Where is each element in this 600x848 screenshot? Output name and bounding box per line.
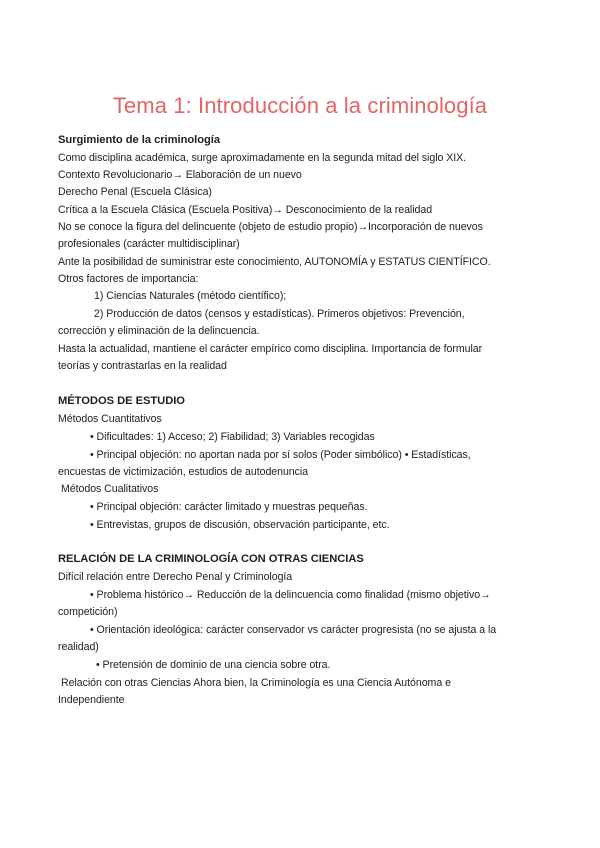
text-line: competición) (58, 606, 118, 618)
section-heading-metodos: MÉTODOS DE ESTUDIO (58, 395, 185, 407)
text-line: teorías y contrastarlas en la realidad (58, 360, 227, 372)
numbered-item: 2) Producción de datos (censos y estadísticas). Primeros objetivos: Prevención, (94, 308, 465, 320)
bullet-item: • Entrevistas, grupos de discusión, observación participante, etc. (90, 519, 390, 531)
text-line: encuestas de victimización, estudios de autodenuncia (58, 466, 309, 478)
text-line: Difícil relación entre Derecho Penal y Criminología (58, 571, 293, 583)
text-line: corrección y eliminación de la delincuencia. (58, 325, 260, 337)
bullet-item: • Principal objeción: no aportan nada por sí solos (Poder simbólico) • Estadísticas, (90, 449, 471, 461)
text-line: Métodos Cualitativos (61, 483, 159, 495)
text-line: Contexto Revolucionario→ Elaboración de un nuevo (58, 169, 302, 181)
section-heading-relacion: RELACIÓN DE LA CRIMINOLOGÍA CON OTRAS CIENCIAS (58, 553, 364, 565)
page-title: Tema 1: Introducción a la criminología (112, 93, 488, 118)
numbered-item: 1) Ciencias Naturales (método científico); (94, 290, 287, 302)
bullet-item: • Problema histórico→ Reducción de la delincuencia como finalidad (mismo objetivo→ (90, 589, 491, 601)
text-line: No se conoce la figura del delincuente (objeto de estudio propio)→Incorporación de nuevos (58, 221, 483, 233)
bullet-item: • Orientación ideológica: carácter conservador vs carácter progresista (no se ajusta a la (90, 624, 497, 636)
text-line: Independiente (58, 694, 125, 706)
text-line: Crítica a la Escuela Clásica (Escuela Positiva)→ Desconocimiento de la realidad (58, 204, 433, 216)
text-line: Otros factores de importancia: (58, 273, 199, 285)
text-line: realidad) (58, 641, 99, 653)
text-line: Hasta la actualidad, mantiene el carácter empírico como disciplina. Importancia de formular (58, 343, 483, 355)
text-line: profesionales (carácter multidisciplinar) (58, 238, 240, 250)
bullet-item: • Pretensión de dominio de una ciencia sobre otra. (96, 659, 331, 671)
bullet-item: • Dificultades: 1) Acceso; 2) Fiabilidad; 3) Variables recogidas (90, 431, 375, 443)
text-line: Derecho Penal (Escuela Clásica) (58, 186, 212, 198)
bullet-item: • Principal objeción: carácter limitado y muestras pequeñas. (90, 501, 368, 513)
text-line: Como disciplina académica, surge aproximadamente en la segunda mitad del siglo XIX. (58, 152, 467, 164)
text-line: Métodos Cuantitativos (58, 413, 162, 425)
text-line: Relación con otras Ciencias Ahora bien, la Criminología es una Ciencia Autónoma e (61, 677, 451, 689)
section-heading-surgimiento: Surgimiento de la criminología (58, 134, 220, 146)
text-line: Ante la posibilidad de suministrar este conocimiento, AUTONOMÍA y ESTATUS CIENTÍFICO. (58, 256, 491, 268)
